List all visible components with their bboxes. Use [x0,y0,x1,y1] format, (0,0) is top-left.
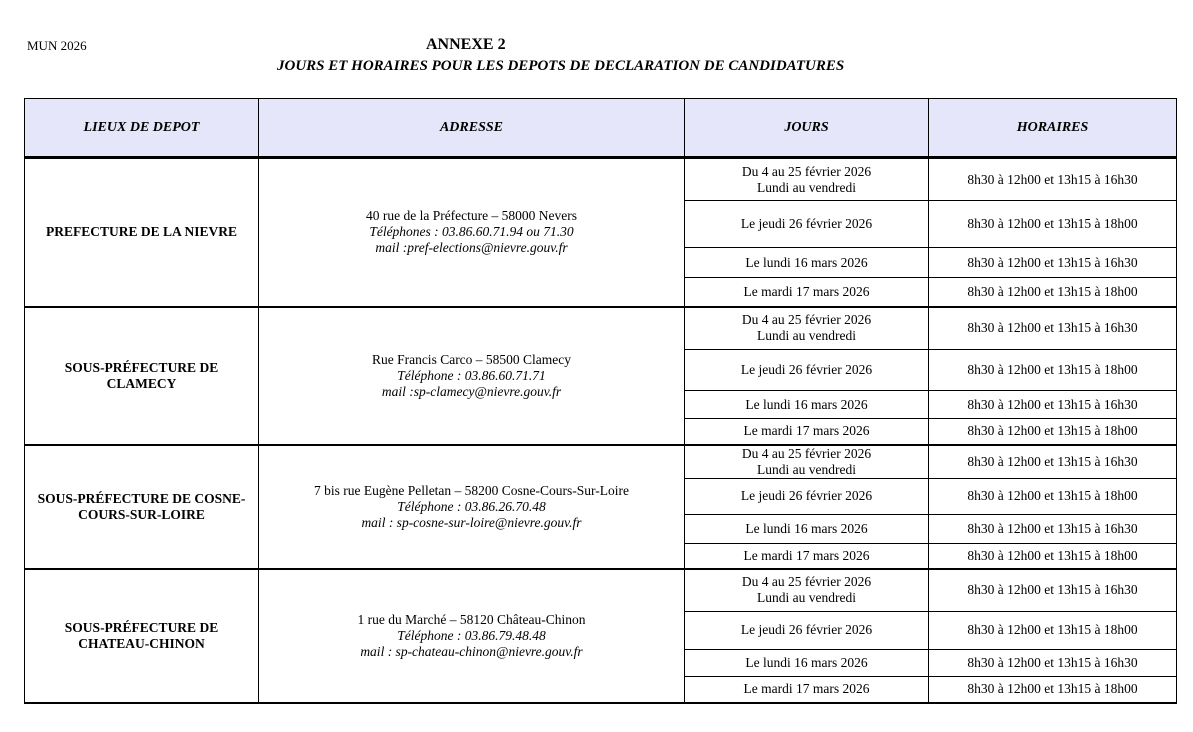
horaires-cell: 8h30 à 12h00 et 13h15 à 16h30 [929,248,1177,278]
horaires-cell: 8h30 à 12h00 et 13h15 à 18h00 [929,419,1177,445]
lieu-cell: SOUS-PRÉFECTURE DE CHATEAU-CHINON [25,569,259,703]
table-row [25,158,1177,201]
page-title: ANNEXE 2 [426,36,506,53]
horaires-cell: 8h30 à 12h00 et 13h15 à 16h30 [929,569,1177,611]
phone-line: Téléphone : 03.86.79.48.48 [397,628,546,643]
table-header-row [25,99,1177,158]
address-cell [259,307,685,445]
horaires-cell: 8h30 à 12h00 et 13h15 à 16h30 [929,391,1177,419]
jours-cell [685,307,929,350]
jours-cell [685,543,929,569]
column-header-horaires: HORAIRES [929,99,1177,158]
mail-line: mail :pref-elections@nievre.gouv.fr [375,240,568,256]
address-line: 7 bis rue Eugène Pelletan – 58200 Cosne-Cours-Sur-Loire [313,482,630,498]
jours-line: Le jeudi 26 février 2026 [740,362,873,377]
jours-line: Le mardi 17 mars 2026 [743,547,870,563]
column-header-lieux: LIEUX DE DEPOT [25,99,259,158]
horaires-cell: 8h30 à 12h00 et 13h15 à 18h00 [929,676,1177,703]
jours-line: Le lundi 16 mars 2026 [745,654,868,670]
jours-line: Du 4 au 25 février 2026 [741,574,872,590]
phone-line: Téléphone : 03.86.60.71.71 [397,367,546,383]
horaires-cell: 8h30 à 12h00 et 13h15 à 18h00 [929,543,1177,569]
jours-cell [685,350,929,391]
column-header-jours: JOURS [685,99,929,158]
horaires-cell: 8h30 à 12h00 et 13h15 à 16h30 [929,158,1177,201]
jours-cell [685,676,929,703]
document-reference: MUN 2026 [27,38,87,53]
jours-line: Le jeudi 26 février 2026 [740,488,873,503]
page-subtitle: JOURS ET HORAIRES POUR LES DEPOTS DE DECLARATION DE CANDIDATURES [277,58,845,74]
address-line: Rue Francis Carco – 58500 Clamecy [371,351,572,367]
jours-cell [685,569,929,611]
horaires-cell: 8h30 à 12h00 et 13h15 à 18h00 [929,350,1177,391]
column-header-adresse: ADRESSE [259,99,685,158]
mail-line: mail : sp-cosne-sur-loire@nievre.gouv.fr [361,514,582,530]
jours-cell [685,419,929,445]
table-row [25,569,1177,611]
jours-subline: Lundi au vendredi [757,461,856,477]
jours-cell [685,611,929,649]
table-row [25,307,1177,350]
jours-line: Le jeudi 26 février 2026 [740,216,873,231]
address-line: 40 rue de la Préfecture – 58000 Nevers [365,208,578,224]
schedule-table [24,98,1177,704]
lieu-cell: SOUS-PRÉFECTURE DE CLAMECY [25,307,259,445]
address-cell [259,445,685,570]
mail-line: mail :sp-clamecy@nievre.gouv.fr [381,383,562,399]
phone-line: Téléphones : 03.86.60.71.94 ou 71.30 [369,224,574,240]
phone-line: Téléphone : 03.86.26.70.48 [397,498,546,514]
address-line: 1 rue du Marché – 58120 Château-Chinon [357,612,586,627]
jours-line: Le jeudi 26 février 2026 [740,622,873,637]
jours-line: Le lundi 16 mars 2026 [745,520,868,536]
jours-subline: Lundi au vendredi [757,590,856,606]
address-cell [259,158,685,307]
address-cell [259,569,685,703]
jours-cell [685,391,929,419]
jours-cell [685,445,929,479]
jours-line: Le mardi 17 mars 2026 [743,283,870,299]
horaires-cell: 8h30 à 12h00 et 13h15 à 16h30 [929,307,1177,350]
horaires-cell: 8h30 à 12h00 et 13h15 à 16h30 [929,514,1177,543]
jours-line: Du 4 au 25 février 2026 [741,312,872,328]
horaires-cell: 8h30 à 12h00 et 13h15 à 16h30 [929,445,1177,479]
jours-line: Le lundi 16 mars 2026 [745,396,868,412]
jours-cell [685,201,929,248]
horaires-cell: 8h30 à 12h00 et 13h15 à 18h00 [929,478,1177,514]
horaires-cell: 8h30 à 12h00 et 13h15 à 18h00 [929,278,1177,307]
jours-cell [685,158,929,201]
jours-cell [685,514,929,543]
jours-line: Le mardi 17 mars 2026 [743,681,870,697]
mail-line: mail : sp-chateau-chinon@nievre.gouv.fr [360,644,583,659]
horaires-cell: 8h30 à 12h00 et 13h15 à 16h30 [929,649,1177,676]
table-body [25,158,1177,704]
jours-subline: Lundi au vendredi [757,328,856,344]
jours-line: Le lundi 16 mars 2026 [745,254,868,270]
jours-cell [685,248,929,278]
table-row [25,445,1177,479]
jours-cell [685,478,929,514]
lieu-cell: SOUS-PRÉFECTURE DE COSNE-COURS-SUR-LOIRE [25,445,259,570]
jours-line: Du 4 au 25 février 2026 [741,445,872,461]
jours-line: Du 4 au 25 février 2026 [741,163,872,179]
horaires-cell: 8h30 à 12h00 et 13h15 à 18h00 [929,201,1177,248]
jours-cell [685,649,929,676]
jours-line: Le mardi 17 mars 2026 [743,423,870,439]
jours-subline: Lundi au vendredi [757,179,856,195]
horaires-cell: 8h30 à 12h00 et 13h15 à 18h00 [929,611,1177,649]
jours-cell [685,278,929,307]
lieu-cell: PREFECTURE DE LA NIEVRE [25,158,259,307]
